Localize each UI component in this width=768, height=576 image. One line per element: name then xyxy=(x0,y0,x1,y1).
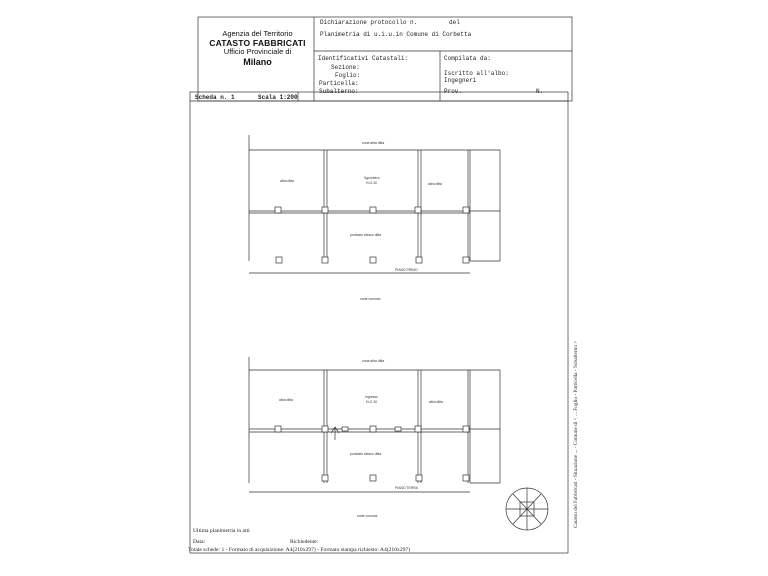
sezione-label: Sezione: xyxy=(331,64,360,71)
agency-line1: Agenzia del Territorio xyxy=(222,29,293,38)
agency-block xyxy=(205,30,310,67)
upper-top-label: zona altra ditta xyxy=(362,141,385,145)
scala-label: Scala 1:200 xyxy=(258,94,298,101)
upper-room-left: altra ditta xyxy=(280,179,294,183)
scheda-label: Scheda n. 1 xyxy=(195,94,235,101)
lower-court: corte comune xyxy=(357,514,378,518)
totale-label: Totale schede: 1 - Formato di acquisizione: A4(210x297) - Formato stampa richiesto: A4(210x297) xyxy=(188,547,411,553)
foglio-label: Foglio: xyxy=(335,72,361,79)
agency-line2: CATASTO FABBRICATI xyxy=(209,37,306,48)
upper-court: corte comune xyxy=(360,297,381,301)
particella-label: Particella: xyxy=(319,80,359,87)
prov-label: Prov. xyxy=(444,88,463,95)
iscritto-label: Iscritto all'albo: xyxy=(444,70,509,77)
ultima-label: Ultima planimetria in atti xyxy=(193,528,250,534)
lower-room-center: Ingresso xyxy=(365,395,379,399)
agency-line4: Milano xyxy=(243,57,272,68)
declaration-del: del xyxy=(449,19,460,26)
upper-floor-label: PIANO PRIMO xyxy=(395,268,418,272)
plan-upper xyxy=(249,135,500,273)
agency-line3: Ufficio Provinciale di xyxy=(223,47,292,57)
identificativi-label: Identificativi Catastali: xyxy=(318,55,409,62)
compilata-label: Compilata da: xyxy=(444,55,491,62)
upper-room-center-h: H=2.30 xyxy=(366,181,378,185)
planimetria-label: Planimetria di u.i.u.in Comune di Corbetta xyxy=(320,31,472,38)
side-stamp: Catasto dei Fabbricati - Situazione ... - Comune di < ... Foglio - Particella - Subalterno > xyxy=(573,340,579,528)
plan-lower xyxy=(249,357,500,492)
richiedente-label: Richiedente: xyxy=(290,539,319,545)
data-label: Data: xyxy=(193,539,206,545)
upper-room-right: altra ditta xyxy=(428,182,442,186)
prov-n-label: N. xyxy=(536,88,544,95)
upper-room-center: Sgombero xyxy=(364,176,380,180)
declaration-label: Dichiarazione protocollo n. xyxy=(320,19,418,26)
lower-room-center-h: H=2.30 xyxy=(366,400,378,404)
lower-portico: porticato stesso ditta xyxy=(350,452,382,456)
lower-top-label: zona altra ditta xyxy=(362,359,385,363)
compass-icon xyxy=(506,488,548,530)
drawing-frame xyxy=(190,92,568,553)
iscritto-value: Ingegneri xyxy=(444,77,477,84)
upper-portico: porticato stesso ditta xyxy=(350,233,382,237)
lower-room-right: altra ditta xyxy=(429,400,443,404)
subalterno-label: Subalterno: xyxy=(319,88,359,95)
lower-floor-label: PIANO TERRA xyxy=(395,486,418,490)
lower-room-left: altra ditta xyxy=(279,398,293,402)
